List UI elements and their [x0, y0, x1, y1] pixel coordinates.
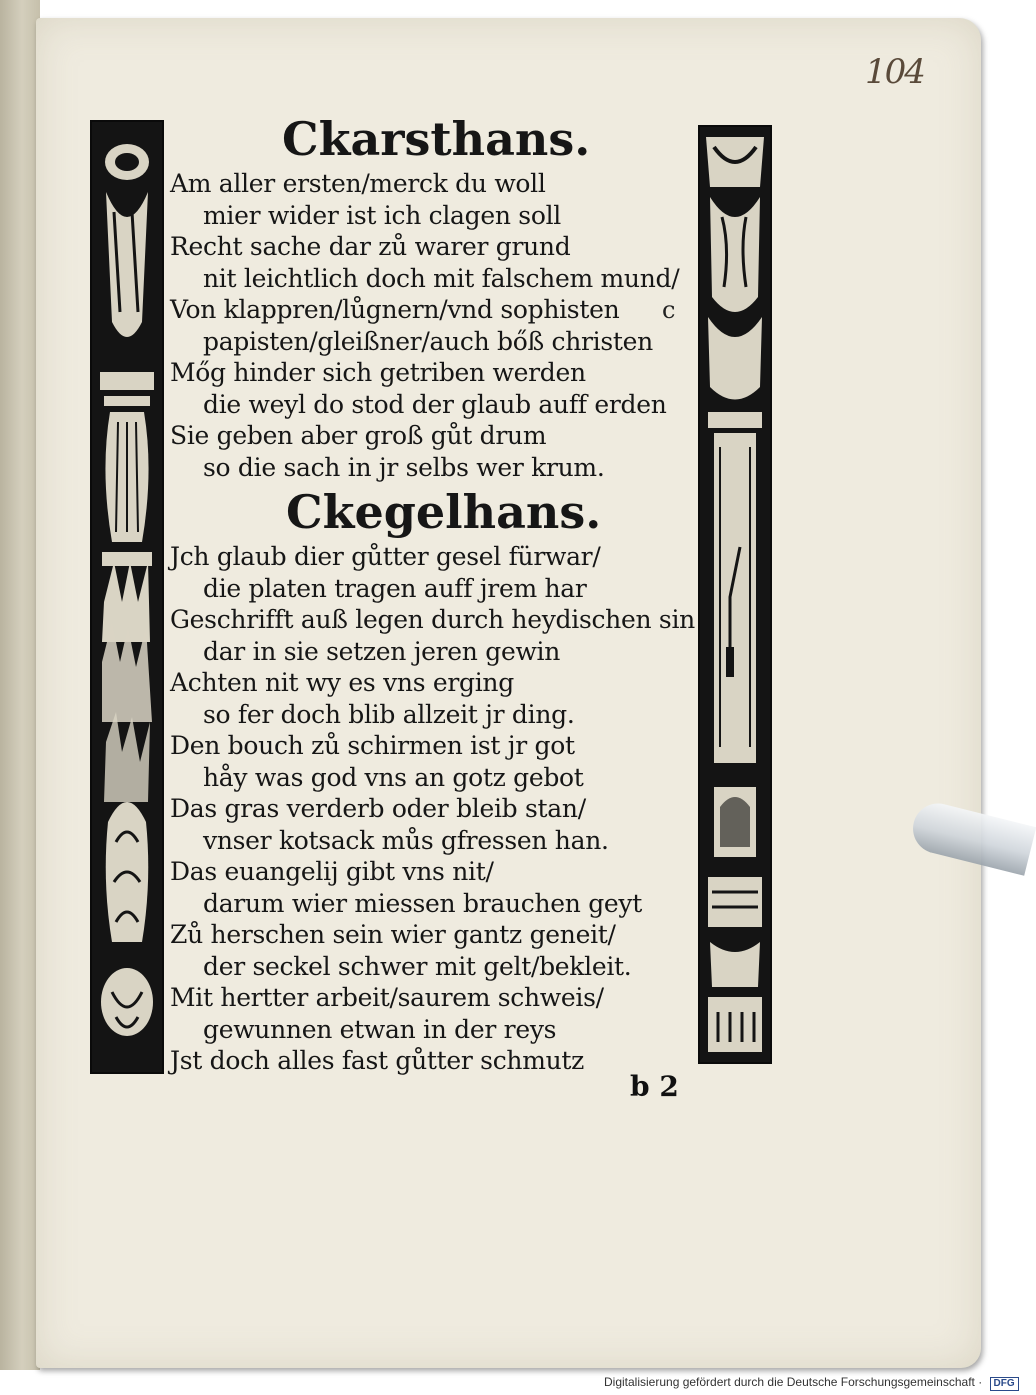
verse-line: der seckel schwer mit gelt/bekleit. — [203, 951, 632, 981]
verse-line: Jst doch alles fast gůtter schmutz — [170, 1046, 585, 1075]
verse-line: Sie geben aber groß gůt drum — [170, 421, 547, 450]
woodcut-column-icon — [700, 127, 770, 1062]
verse-line: darum wier miessen brauchen geyt — [203, 888, 642, 918]
dfg-logo: DFG — [990, 1377, 1019, 1391]
verse-line: mier wider ist ich clagen soll — [203, 200, 561, 230]
verse-line: Geschrifft auß legen durch heydischen sin — [170, 605, 695, 634]
verse-line: dar in sie setzen jeren gewin — [203, 636, 561, 666]
verse-line: Am aller ersten/merck du woll — [170, 169, 546, 198]
verse-line: Den bouch zů schirmen ist jr got — [170, 731, 575, 760]
section-heading: Ckarsthans. — [282, 112, 591, 166]
verse-line: die platen tragen auff jrem har — [203, 573, 587, 603]
verse-line: Recht sache dar zů warer grund — [170, 232, 571, 261]
verse-line: gewunnen etwan in der reys — [203, 1014, 557, 1044]
verse-line: Mit hertter arbeit/saurem schweis/ — [170, 983, 604, 1012]
verse-line: Jch glaub dier gůtter gesel fürwar/ — [170, 542, 601, 571]
margin-note: c — [662, 296, 676, 324]
right-woodcut-border — [698, 125, 772, 1064]
signature-mark: b 2 — [630, 1070, 679, 1103]
digitization-credit — [604, 1375, 1019, 1391]
verse-line: Das euangelij gibt vns nit/ — [170, 857, 494, 886]
facing-page-edge — [0, 0, 40, 1370]
verse-line: papisten/gleißner/auch bőß christen — [203, 326, 653, 356]
section-heading: Ckegelhans. — [286, 485, 602, 539]
verse-line: Mőg hinder sich getriben werden — [170, 358, 586, 387]
verse-line: Das gras verderb oder bleib stan/ — [170, 794, 586, 823]
verse-line: die weyl do stod der glaub auff erden — [203, 389, 667, 419]
verse-line: Achten nit wy es vns erging — [170, 668, 514, 697]
left-woodcut-border — [90, 120, 164, 1074]
verse-line: Von klappren/lůgnern/vnd sophisten — [170, 295, 620, 324]
verse-line: so fer doch blib allzeit jr ding. — [203, 699, 575, 729]
verse-text-block — [170, 110, 695, 1077]
verse-line: nit leichtlich doch mit falschem mund/ — [203, 263, 680, 293]
verse-line: so die sach in jr selbs wer krum. — [203, 452, 605, 482]
verse-line: vnser kotsack můs gfressen han. — [203, 825, 609, 855]
verse-line: håy was god vns an gotz gebot — [203, 762, 584, 792]
woodcut-candelabrum-icon — [92, 122, 162, 1072]
verse-line: Zů herschen sein wier gantz geneit/ — [170, 920, 616, 949]
credit-text: Digitalisierung gefördert durch die Deutsche Forschungsgemeinschaft · — [604, 1375, 983, 1389]
folio-number: 104 — [865, 52, 924, 92]
